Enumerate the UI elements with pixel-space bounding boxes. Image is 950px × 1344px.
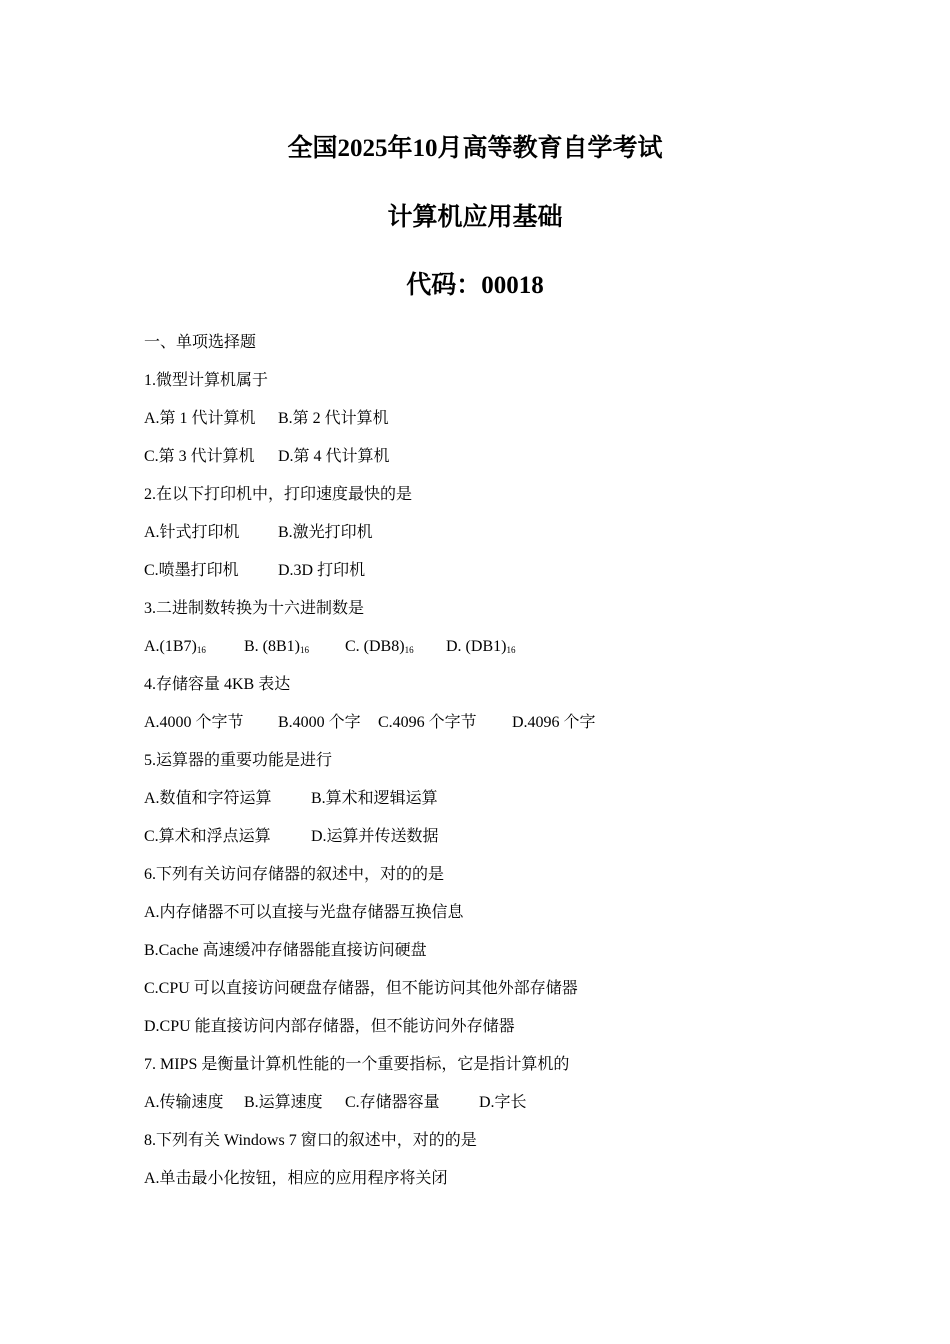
question-7-stem: 7. MIPS 是衡量计算机性能的一个重要指标，它是指计算机的 bbox=[144, 1056, 570, 1073]
question-7-options bbox=[144, 1089, 844, 1127]
exam-content bbox=[144, 329, 844, 1203]
question-1-option-b: B.第 2 代计算机 bbox=[278, 410, 389, 427]
question-3-option-a: $A.(1B7)_{16}$ bbox=[144, 638, 206, 655]
base-subscript: 16 bbox=[404, 645, 414, 655]
question-8-stem: 8.下列有关 Windows 7 窗口的叙述中，对的的是 bbox=[144, 1132, 477, 1149]
question-6-option-b: B.Cache 高速缓冲存储器能直接访问硬盘 bbox=[144, 942, 427, 959]
question-1-options-cd bbox=[144, 443, 844, 481]
question-3-stem: 3.二进制数转换为十六进制数是 bbox=[144, 600, 365, 617]
question-3-options bbox=[144, 633, 844, 671]
question-4-option-a: A.4000 个字节 bbox=[144, 714, 244, 731]
question-2-options-cd bbox=[144, 557, 844, 595]
question-5-option-d: D.运算并传送数据 bbox=[311, 828, 439, 845]
question-1-option-d: D.第 4 代计算机 bbox=[278, 448, 390, 465]
question-5-options-cd bbox=[144, 823, 844, 861]
question-1-option-a: A.第 1 代计算机 bbox=[144, 410, 256, 427]
question-1-option-c: C.第 3 代计算机 bbox=[144, 448, 255, 465]
question-4-option-c: C.4096 个字节 bbox=[378, 714, 477, 731]
question-4-option-b: B.4000 个字 bbox=[278, 714, 361, 731]
question-7-option-b: B.运算速度 bbox=[244, 1094, 323, 1111]
question-1-options-ab bbox=[144, 405, 844, 443]
question-5-options-ab bbox=[144, 785, 844, 823]
exam-title: 全国2025年10月高等教育自学考试 bbox=[287, 135, 663, 162]
question-6-option-d: D.CPU 能直接访问内部存储器，但不能访问外存储器 bbox=[144, 1018, 515, 1035]
question-7-option-a: A.传输速度 bbox=[144, 1094, 224, 1111]
question-5-option-c: C.算术和浮点运算 bbox=[144, 828, 271, 845]
question-8-option-a: A.单击最小化按钮，相应的应用程序将关闭 bbox=[144, 1170, 448, 1187]
question-6-option-c: C.CPU 可以直接访问硬盘存储器，但不能访问其他外部存储器 bbox=[144, 980, 578, 997]
question-5-stem: 5.运算器的重要功能是进行 bbox=[144, 752, 333, 769]
section-title: 一、单项选择题 bbox=[144, 334, 257, 351]
question-5-option-a: A.数值和字符运算 bbox=[144, 790, 272, 807]
question-5-option-b: B.算术和逻辑运算 bbox=[311, 790, 438, 807]
question-2-option-b: B.激光打印机 bbox=[278, 524, 373, 541]
question-3-option-b: B. $(8B1)_{16}$ bbox=[244, 638, 309, 655]
question-6-stem: 6.下列有关访问存储器的叙述中，对的的是 bbox=[144, 866, 445, 883]
question-2-stem: 2.在以下打印机中，打印速度最快的是 bbox=[144, 486, 413, 503]
question-3-option-c: C. $(DB8)_{16}$ bbox=[345, 638, 414, 655]
base-subscript: 16 bbox=[506, 645, 516, 655]
base-subscript: 16 bbox=[196, 645, 206, 655]
subject-code: 代码：00018 bbox=[406, 272, 544, 299]
question-3-option-d: D. $(DB1)_{16}$ bbox=[446, 638, 516, 655]
question-1-stem: 1.微型计算机属于 bbox=[144, 372, 269, 389]
question-4-stem: 4.存储容量 4KB 表达 bbox=[144, 676, 291, 693]
question-2-option-c: C.喷墨打印机 bbox=[144, 562, 239, 579]
question-7-option-d: D.字长 bbox=[479, 1094, 527, 1111]
question-7-option-c: C.存储器容量 bbox=[345, 1094, 440, 1111]
question-2-option-a: A.针式打印机 bbox=[144, 524, 240, 541]
question-6-option-a: A.内存储器不可以直接与光盘存储器互换信息 bbox=[144, 904, 464, 921]
question-4-option-d: D.4096 个字 bbox=[512, 714, 596, 731]
question-2-option-d: D.3D 打印机 bbox=[278, 562, 366, 579]
question-2-options-ab bbox=[144, 519, 844, 557]
base-subscript: 16 bbox=[300, 645, 309, 655]
subject-title: 计算机应用基础 bbox=[387, 204, 563, 231]
question-4-options bbox=[144, 709, 844, 747]
